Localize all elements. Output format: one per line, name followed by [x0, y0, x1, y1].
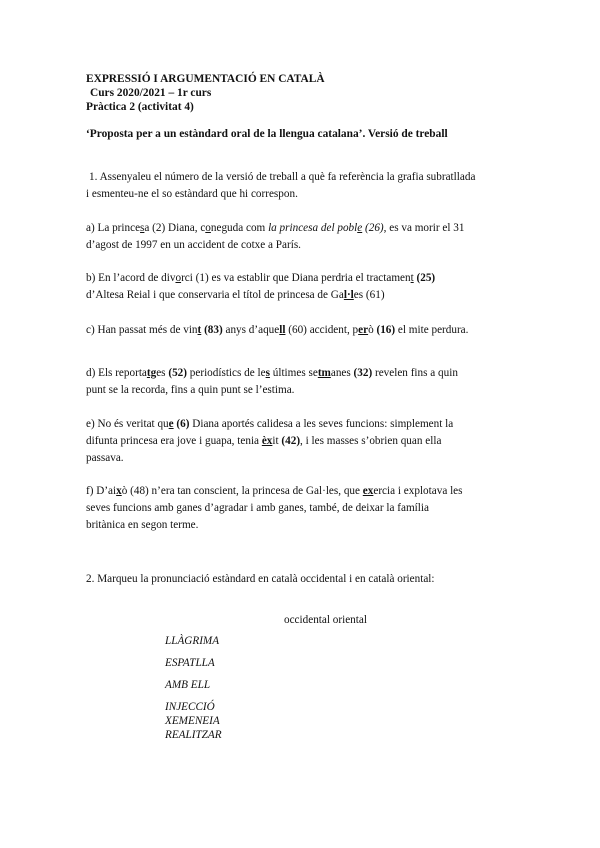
q1-line2: i esmenteu-ne el so estàndard que hi correspon.: [86, 188, 298, 200]
document-title: ‘Proposta per a un estàndard oral de la llengua catalana’. Versió de treball: [86, 128, 448, 140]
item-e: e) No és veritat que (6) Diana aportés calidesa a les seves funcions: simplement la difunta princesa era jove i guapa, tenia èxit (42), i les masses s’obrien quan ella passava.: [86, 416, 516, 467]
question-2-instructions: 2. Marqueu la pronunciació estàndard en català occidental i en català oriental:: [86, 573, 435, 585]
column-headers: occidental oriental: [284, 614, 367, 626]
course-title: EXPRESSIÓ I ARGUMENTACIÓ EN CATALÀ: [86, 73, 325, 85]
item-d-line2: punt se la recorda, fins a quin punt se l’estima.: [86, 384, 295, 396]
item-a-line2: d’agost de 1997 en un accident de cotxe a París.: [86, 239, 301, 251]
item-b-line2: d’Altesa Reial i que conservaria el títol de princesa de Gal·les (61): [86, 289, 385, 301]
word-item: REALITZAR: [165, 729, 222, 741]
q1-line1: 1. Assenyaleu el número de la versió de treball a què fa referència la grafia subratllada: [89, 171, 476, 183]
item-a-line1: a) La princesa (2) Diana, coneguda com la princesa del poble (26), es va morir el 31: [86, 222, 465, 234]
item-c: c) Han passat més de vint (83) anys d’aquell (60) accident, però (16) el mite perdura.: [86, 324, 469, 336]
item-f: f) D’això (48) n’era tan conscient, la princesa de Gal·les, que exercia i explotava les seves funcions amb ganes d’agradar i amb ganes, també, de deixar la família britànica en segon terme.: [86, 483, 516, 534]
item-f-line2: seves funcions amb ganes d’agradar i amb ganes, també, de deixar la família: [86, 502, 429, 514]
word-item: LLÀGRIMA: [165, 635, 220, 647]
word-item: INJECCIÓ: [165, 701, 215, 713]
item-d: d) Els reportatges (52) periodístics de les últimes setmanes (32) revelen fins a quin punt se la recorda, fins a quin punt se l’estima.: [86, 365, 516, 399]
item-f-line3: britànica en segon terme.: [86, 519, 199, 531]
question-1-instructions: [86, 169, 516, 203]
item-a: [86, 220, 516, 254]
course-year: Curs 2020/2021 – 1r curs: [90, 87, 212, 99]
item-e-line3: passava.: [86, 452, 124, 464]
word-item: ESPATLLA: [165, 657, 215, 669]
item-b-line1: b) En l’acord de divorci (1) es va establir que Diana perdria el tractament (25): [86, 272, 436, 284]
word-item: AMB ELL: [165, 679, 211, 691]
item-b: [86, 270, 516, 304]
word-item: XEMENEIA: [165, 715, 220, 727]
practice-number: Pràctica 2 (activitat 4): [86, 101, 194, 113]
